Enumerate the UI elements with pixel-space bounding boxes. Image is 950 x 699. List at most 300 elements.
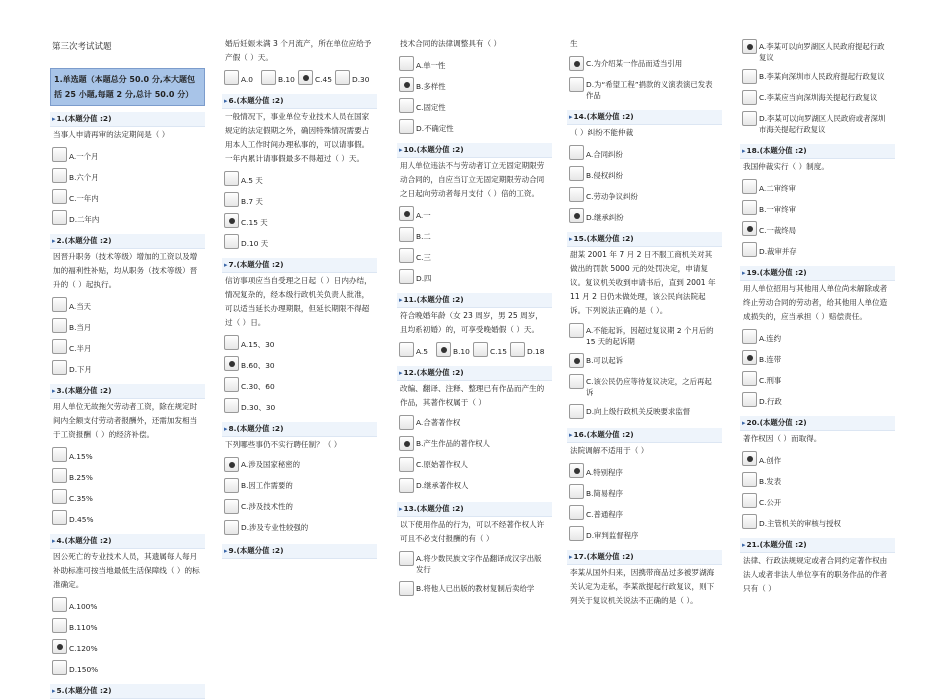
option-list [222,67,377,88]
question-text: 下列哪些事仍不实行聘任制？（ ） [225,440,342,449]
question-text: 著作权因（ ）而取得。 [743,434,822,443]
question-text: 用人单位无故拖欠劳动者工资，除在规定时间内全额支付劳动者报酬外，还需加发相当于工资报酬（ ）的经济补偿。 [53,402,198,439]
question-text: 甜某 2001 年 7 月 2 日不服工商机关对其做出的罚款 5000 元的处罚决定，申请复议。复议机关收到申请书后，直到 2001 年 11 月 2 日仍未做处理，该公民向法院起诉。下列说法正确的是（ ）。 [570,250,716,315]
radio-button[interactable] [569,323,584,338]
radio-button[interactable] [52,447,67,462]
question-text: 信访事项应当自受理之日起（ ）日内办结，情况复杂的，经本级行政机关负责人批准，可以适当延长办理期限，但延长期限不得超过（ ）日。 [225,276,372,327]
answer-option[interactable] [52,168,124,183]
radio-button[interactable] [52,210,67,225]
option-label: C.普通程序 [586,510,624,519]
answer-option[interactable] [224,499,371,514]
radio-button[interactable] [52,597,67,612]
radio-button[interactable] [569,505,584,520]
answer-option[interactable] [742,329,814,344]
option-label: D.为“希望工程”捐款的义演表演已发表作品 [586,80,713,100]
option-list [397,339,552,360]
option-label: D.四 [416,274,432,283]
answer-option[interactable] [742,200,814,215]
question-header: ▸ 15.(本题分值 :2) [567,232,722,247]
answer-option[interactable] [742,179,814,194]
option-label: A.5 天 [241,176,263,185]
option-label: D.继承著作权人 [416,481,469,490]
answer-option[interactable] [52,468,124,483]
answer-option[interactable] [224,171,296,186]
question-text: 当事人申请再审的法定期间是（ ） [53,130,170,139]
answer-option[interactable] [52,510,124,525]
answer-option[interactable] [224,356,296,371]
option-list [397,203,552,287]
radio-button[interactable] [399,436,414,451]
option-label: D.裁审并存 [759,247,797,256]
radio-button[interactable] [52,660,67,675]
radio-button[interactable] [569,484,584,499]
option-label: D.18 [527,347,545,356]
radio-button[interactable] [52,147,67,162]
answer-option[interactable] [742,371,814,386]
answer-option[interactable] [52,618,124,633]
option-label: B.因工作需要的 [241,481,293,490]
option-label: C.一年内 [69,194,99,203]
option-label: B.将他人已出版的教材复制后卖给学 [416,584,535,593]
option-label: D.10 天 [241,239,269,248]
question-text: 婚后妊娠未满 3 个月流产，所在单位应给予产假（ ）天。 [225,39,372,62]
option-label: D.30 [352,75,370,84]
answer-option[interactable] [224,70,257,85]
answer-option[interactable] [742,69,889,84]
radio-button[interactable] [399,551,414,566]
answer-option[interactable] [399,551,546,575]
option-label: D.主管机关的审核与授权 [759,519,841,528]
exam-column [740,36,895,648]
answer-option[interactable] [52,297,124,312]
option-label: B.7 天 [241,197,263,206]
option-label: B.60、30 [241,361,275,370]
option-label: A.合同纠纷 [586,150,623,159]
option-list [50,294,205,378]
radio-button[interactable] [52,489,67,504]
radio-button[interactable] [52,297,67,312]
radio-button[interactable] [569,463,584,478]
option-label: B.10 [453,347,470,356]
option-list [397,548,552,599]
radio-button[interactable] [52,639,67,654]
radio-button[interactable] [52,510,67,525]
option-label: A.0 [241,75,253,84]
radio-button[interactable] [436,342,451,357]
option-list [397,412,552,496]
radio-button[interactable] [569,208,584,223]
radio-button[interactable] [399,227,414,242]
option-label: A.将少数民族文字作品翻译成汉字出版发行 [416,554,542,574]
answer-option[interactable] [399,119,471,134]
option-label: A.创作 [759,456,782,465]
question-text: 法律、行政法规规定或者合同约定著作权由法人或者非法人单位享有的职务作品的作者只有（ ） [743,556,888,593]
radio-button[interactable] [399,56,414,71]
option-label: C.120% [69,644,98,653]
radio-button[interactable] [569,404,584,419]
radio-button[interactable] [569,526,584,541]
question-header: ▸ 5.(本题分值 :2) [50,684,205,699]
radio-button[interactable] [399,98,414,113]
question-header: ▸ 13.(本题分值 :2) [397,502,552,517]
question-text: 用人单位招用与其他用人单位尚未解除或者终止劳动合同的劳动者，给其他用人单位造成损失的，应当承担（ ）赔偿责任。 [743,284,888,321]
radio-button[interactable] [224,499,239,514]
option-label: A.100% [69,602,98,611]
answer-option[interactable] [224,478,371,493]
radio-button[interactable] [224,171,239,186]
question-header: ▸ 3.(本题分值 :2) [50,384,205,399]
radio-button[interactable] [399,77,414,92]
question-header: ▸ 6.(本题分值 :2) [222,94,377,109]
option-label: A.连约 [759,334,782,343]
option-label: A.一个月 [69,152,99,161]
option-list [567,460,722,544]
radio-button[interactable] [399,206,414,221]
radio-button[interactable] [399,119,414,134]
option-label: C.公开 [759,498,782,507]
option-label: D.30、30 [241,403,276,412]
option-label: B.李某向深圳市人民政府提起行政复议 [759,72,885,81]
radio-button[interactable] [742,179,757,194]
radio-button[interactable] [742,69,757,84]
option-label: C.45 [315,75,332,84]
answer-option[interactable] [569,526,641,541]
option-label: B.25% [69,473,93,482]
answer-option[interactable] [399,436,546,451]
radio-button[interactable] [224,520,239,535]
option-label: A.不能起诉，因超过复议期 2 个月后的 15 天的起诉期 [586,326,714,346]
question-text: 李某从国外归来，因携带商品过多被罗湖海关认定为走私，李某欲提起行政复议，则下列关于复议机关说法不正确的是（ ）。 [570,568,715,605]
exam-title: 第三次考试试题 [52,42,112,52]
radio-button[interactable] [742,90,757,105]
radio-button[interactable] [742,39,757,54]
question-text: 我国仲裁实行（ ）制度。 [743,162,829,171]
radio-button[interactable] [224,213,239,228]
option-label: B.一审终审 [759,205,796,214]
answer-option[interactable] [569,374,716,398]
option-label: B.简易程序 [586,489,623,498]
section-header: 1.单选题（本题总分 50.0 分,本大题包括 25 小题,每题 2 分,总计 50.0 分） [50,68,205,106]
answer-option[interactable] [742,392,814,407]
answer-option[interactable] [224,457,371,472]
answer-option[interactable] [742,221,814,236]
option-label: C.半月 [69,344,92,353]
option-list [50,594,205,678]
answer-option[interactable] [569,484,641,499]
question-header: ▸ 10.(本题分值 :2) [397,143,552,158]
answer-option[interactable] [399,206,471,221]
option-label: A.5 [416,347,428,356]
option-label: C.一裁终局 [759,226,797,235]
radio-button[interactable] [742,514,757,529]
radio-button[interactable] [569,145,584,160]
option-label: A.一 [416,211,431,220]
answer-option[interactable] [224,377,296,392]
answer-option[interactable] [224,192,296,207]
answer-option[interactable] [399,415,546,430]
radio-button[interactable] [224,478,239,493]
radio-button[interactable] [52,189,67,204]
answer-option[interactable] [569,187,641,202]
radio-button[interactable] [569,374,584,389]
option-label: B.当月 [69,323,92,332]
answer-option[interactable] [742,472,814,487]
option-label: C.李某应当向深圳海关提起行政复议 [759,93,878,102]
option-label: C.劳动争议纠纷 [586,192,638,201]
radio-button[interactable] [399,269,414,284]
exam-column [50,36,205,695]
option-label: A.合著著作权 [416,418,461,427]
option-label: C.30、60 [241,382,275,391]
option-label: A.15% [69,452,93,461]
answer-option[interactable] [399,581,546,596]
option-label: A.当天 [69,302,92,311]
answer-option[interactable] [569,208,641,223]
answer-option[interactable] [52,447,124,462]
question-text: 用人单位违法不与劳动者订立无固定期限劳动合同的，自应当订立无固定期限劳动合同之日起向劳动者每月支付（ ）倍的工资。 [400,161,545,198]
answer-option[interactable] [224,520,371,535]
radio-button[interactable] [52,468,67,483]
radio-button[interactable] [52,168,67,183]
answer-option[interactable] [399,478,546,493]
answer-option[interactable] [569,145,641,160]
answer-option[interactable] [473,342,506,357]
answer-option[interactable] [742,242,814,257]
question-header: ▸ 4.(本题分值 :2) [50,534,205,549]
option-label: C.刑事 [759,376,782,385]
radio-button[interactable] [52,360,67,375]
question-text: 技术合同的法律调整具有（ ） [400,39,502,48]
answer-option[interactable] [52,660,124,675]
option-label: B.产生作品的著作权人 [416,439,490,448]
question-header: ▸ 7.(本题分值 :2) [222,258,377,273]
option-label: D.李某可以向罗湖区人民政府或者深圳市海关提起行政复议 [759,114,886,134]
answer-option[interactable] [742,451,814,466]
radio-button[interactable] [569,56,584,71]
question-header: ▸ 1.(本题分值 :2) [50,112,205,127]
radio-button[interactable] [742,472,757,487]
option-list [222,454,377,538]
answer-option[interactable] [399,269,471,284]
radio-button[interactable] [399,478,414,493]
radio-button[interactable] [742,493,757,508]
option-label: D.不确定性 [416,124,454,133]
radio-button[interactable] [742,329,757,344]
radio-button[interactable] [742,451,757,466]
option-label: C.三 [416,253,431,262]
answer-option[interactable] [52,489,124,504]
radio-button[interactable] [473,342,488,357]
option-label: B.发表 [759,477,782,486]
radio-button[interactable] [742,371,757,386]
answer-option[interactable] [224,398,296,413]
question-header: ▸ 19.(本题分值 :2) [740,266,895,281]
question-header: ▸ 9.(本题分值 :2) [222,544,377,559]
question-header: ▸ 16.(本题分值 :2) [567,428,722,443]
radio-button[interactable] [399,415,414,430]
option-label: D.审判监督程序 [586,531,639,540]
option-label: A.二审终审 [759,184,796,193]
question-header: ▸ 14.(本题分值 :2) [567,110,722,125]
radio-button[interactable] [742,111,757,126]
radio-button[interactable] [298,70,313,85]
radio-button[interactable] [399,342,414,357]
option-label: D.二年内 [69,215,100,224]
question-header: ▸ 12.(本题分值 :2) [397,366,552,381]
answer-option[interactable] [742,90,889,105]
radio-button[interactable] [569,187,584,202]
answer-option[interactable] [52,318,124,333]
option-label: C.为介绍某一作品而适当引用 [586,59,683,68]
option-label: D.150% [69,665,99,674]
answer-option[interactable] [569,505,641,520]
exam-column [222,36,377,648]
option-label: C.15 天 [241,218,268,227]
option-label: A.单一性 [416,61,446,70]
answer-option[interactable] [569,166,641,181]
radio-button[interactable] [399,457,414,472]
radio-button[interactable] [399,581,414,596]
option-list [222,168,377,252]
answer-option[interactable] [261,70,294,85]
question-text: 一般情况下，事业单位专业技术人员在国家规定的法定假期之外，确因特殊情况需要占用本人工作时间办理私事的，可以请事假。一年内累计请事假最多不得超过（ ）天。 [225,112,370,163]
radio-button[interactable] [399,248,414,263]
option-label: D.45% [69,515,94,524]
answer-option[interactable] [52,147,124,162]
answer-option[interactable] [569,323,716,347]
option-list [567,320,722,422]
answer-option[interactable] [52,360,124,375]
question-header: ▸ 2.(本题分值 :2) [50,234,205,249]
radio-button[interactable] [742,242,757,257]
question-header: ▸ 8.(本题分值 :2) [222,422,377,437]
option-label: A.15、30 [241,340,275,349]
exam-column [567,36,722,648]
answer-option[interactable] [52,597,124,612]
radio-button[interactable] [224,234,239,249]
answer-option[interactable] [399,342,432,357]
answer-option[interactable] [569,463,641,478]
option-label: B.侵权纠纷 [586,171,623,180]
option-label: C.原始著作权人 [416,460,468,469]
answer-option[interactable] [436,342,469,357]
answer-option[interactable] [298,70,331,85]
radio-button[interactable] [510,342,525,357]
radio-button[interactable] [52,339,67,354]
radio-button[interactable] [569,353,584,368]
option-label: B.10 [278,75,295,84]
answer-option[interactable] [569,77,716,101]
option-label: A.特别程序 [586,468,623,477]
option-label: D.涉及专业性较强的 [241,523,309,532]
answer-option[interactable] [742,111,889,135]
answer-option[interactable] [52,210,124,225]
answer-option[interactable] [742,39,889,63]
question-header: ▸ 18.(本题分值 :2) [740,144,895,159]
answer-option[interactable] [569,404,716,419]
option-label: C.涉及技术性的 [241,502,293,511]
answer-option[interactable] [399,248,471,263]
option-label: C.35% [69,494,93,503]
option-label: B.二 [416,232,431,241]
option-list [50,444,205,528]
question-text: 生 [570,39,578,48]
answer-option[interactable] [52,339,124,354]
option-list [740,36,895,138]
radio-button[interactable] [742,392,757,407]
radio-button[interactable] [569,166,584,181]
answer-option[interactable] [569,56,716,71]
answer-option[interactable] [399,98,471,113]
radio-button[interactable] [335,70,350,85]
answer-option[interactable] [742,350,814,365]
option-label: B.110% [69,623,98,632]
radio-button[interactable] [224,335,239,350]
radio-button[interactable] [224,457,239,472]
exam-column [397,36,552,648]
radio-button[interactable] [224,377,239,392]
question-text: 法院调解不适用于（ ） [570,446,649,455]
question-text: 因公死亡的专业技术人员，其遗属每人每月补助标准可按当地最低生活保障线（ ）的标准确定。 [53,552,200,589]
option-label: D.向上级行政机关反映要求监督 [586,407,691,416]
answer-option[interactable] [399,457,546,472]
radio-button[interactable] [261,70,276,85]
option-list [50,144,205,228]
answer-option[interactable] [224,213,296,228]
option-list [567,142,722,226]
question-header: ▸ 20.(本题分值 :2) [740,416,895,431]
answer-option[interactable] [224,335,296,350]
option-list [740,326,895,410]
radio-button[interactable] [569,77,584,92]
radio-button[interactable] [52,318,67,333]
option-label: C.固定性 [416,103,446,112]
answer-option[interactable] [224,234,296,249]
answer-option[interactable] [742,514,841,529]
radio-button[interactable] [224,192,239,207]
answer-option[interactable] [335,70,368,85]
question-header: ▸ 17.(本题分值 :2) [567,550,722,565]
radio-button[interactable] [224,356,239,371]
question-text: 改编、翻译、注释、整理已有作品而产生的作品，其著作权属于（ ） [400,384,545,407]
option-label: B.可以起诉 [586,356,623,365]
radio-button[interactable] [742,200,757,215]
option-label: A.李某可以向罗湖区人民政府提起行政复议 [759,42,885,62]
answer-option[interactable] [399,77,471,92]
radio-button[interactable] [224,398,239,413]
answer-option[interactable] [569,353,716,368]
question-text: 以下使用作品的行为，可以不经著作权人许可且不必支付报酬的有（ ） [400,520,545,543]
option-label: D.下月 [69,365,92,374]
option-label: A.涉及国家秘密的 [241,460,301,469]
option-list [740,176,895,260]
option-label: D.继承纠纷 [586,213,624,222]
option-label: C.该公民仍应等待复议决定，之后再起诉 [586,377,712,397]
radio-button[interactable] [52,618,67,633]
option-list [222,332,377,416]
answer-option[interactable] [399,227,471,242]
option-label: B.连带 [759,355,782,364]
answer-option[interactable] [52,639,124,654]
radio-button[interactable] [224,70,239,85]
answer-option[interactable] [742,493,814,508]
answer-option[interactable] [510,342,543,357]
answer-option[interactable] [399,56,471,71]
radio-button[interactable] [742,221,757,236]
answer-option[interactable] [52,189,124,204]
question-text: 符合晚婚年龄（女 23 周岁，男 25 周岁，且均系初婚）的，可享受晚婚假（ ）天。 [400,311,543,334]
radio-button[interactable] [742,350,757,365]
